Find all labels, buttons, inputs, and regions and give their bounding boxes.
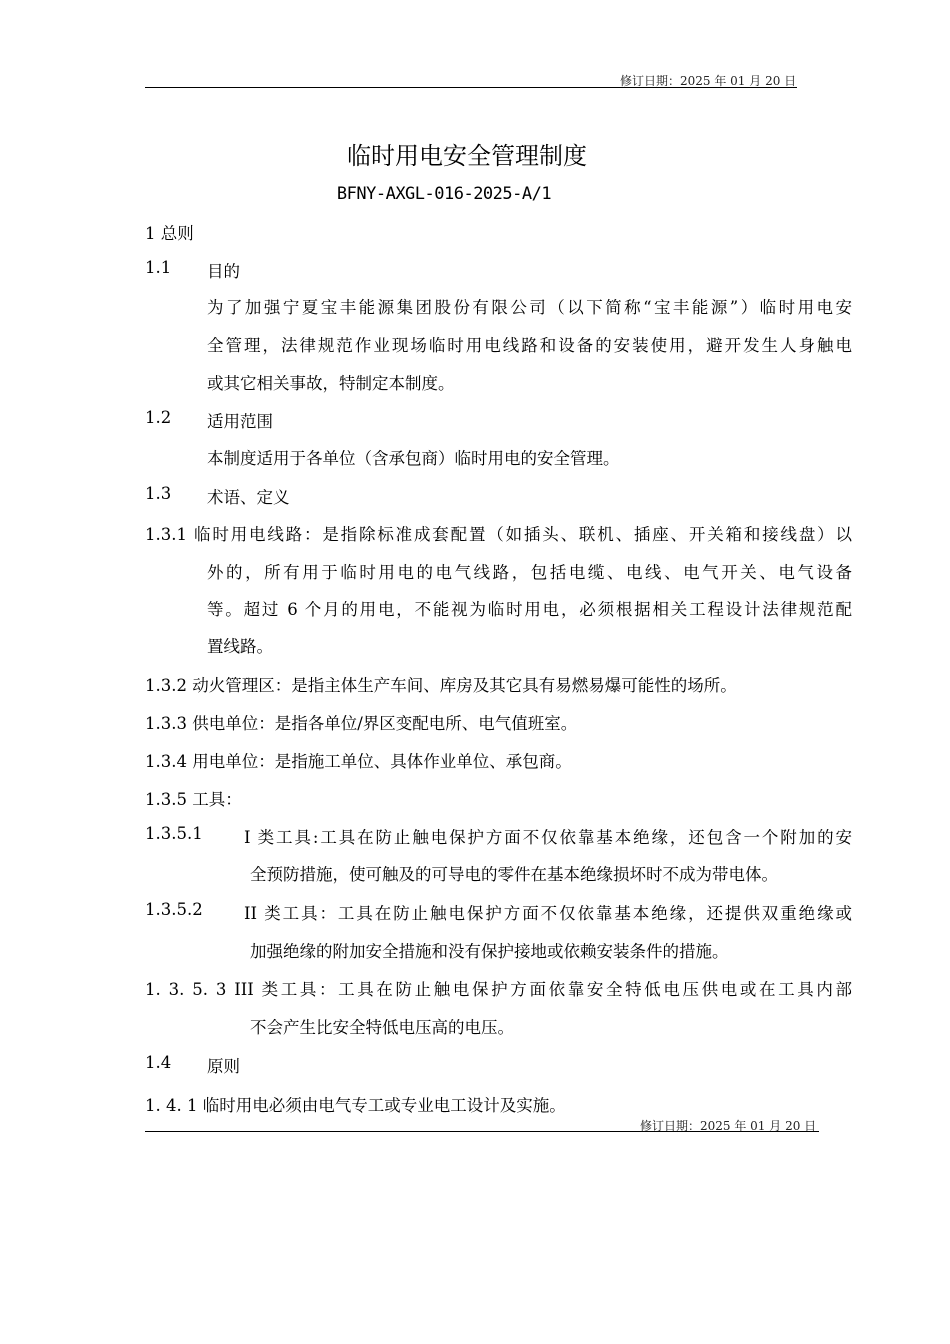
term-1-3-4: 1.3.4 用电单位：是指施工单位、具体作业单位、承包商。 bbox=[145, 752, 572, 771]
term-1-3-2: 1.3.2 动火管理区：是指主体生产车间、库房及其它具有易燃易爆可能性的场所。 bbox=[145, 676, 737, 695]
term-1-3-5-1-number: 1.3.5.1 bbox=[145, 824, 203, 843]
footer-revision-date: 修订日期：2025 年 01 月 20 日 bbox=[640, 1119, 817, 1133]
paragraph-1-1-line1: 为了加强宁夏宝丰能源集团股份有限公司（以下简称“宝丰能源”）临时用电安 bbox=[207, 298, 852, 317]
section-number-1-4: 1.4 bbox=[145, 1053, 172, 1072]
term-1-3-5: 1.3.5 工具： bbox=[145, 790, 242, 809]
term-1-3-5-1-line2: 全预防措施，使可触及的可导电的零件在基本绝缘损坏时不成为带电体。 bbox=[250, 865, 778, 884]
term-1-3-1-line4: 置线路。 bbox=[207, 637, 273, 656]
term-1-3-1-line3: 等。超过 6 个月的用电，不能视为临时用电，必须根据相关工程设计法律规范配 bbox=[207, 600, 852, 619]
term-1-3-5-2-number: 1.3.5.2 bbox=[145, 900, 203, 919]
paragraph-1-1-line3: 或其它相关事故，特制定本制度。 bbox=[207, 374, 455, 393]
section-title-1-4: 原则 bbox=[207, 1057, 240, 1076]
section-title-1-3: 术语、定义 bbox=[207, 488, 290, 507]
header-revision-date: 修订日期：2025 年 01 月 20 日 bbox=[620, 74, 797, 88]
principle-1-4-1: 1. 4. 1 临时用电必须由电气专工或专业电工设计及实施。 bbox=[145, 1096, 566, 1115]
header-rule bbox=[145, 87, 797, 88]
document-title: 临时用电安全管理制度 bbox=[347, 142, 587, 170]
term-1-3-5-2-line1: II 类工具：工具在防止触电保护方面不仅依靠基本绝缘，还提供双重绝缘或 bbox=[244, 904, 852, 923]
term-1-3-1-line2: 外的，所有用于临时用电的电气线路，包括电缆、电线、电气开关、电气设备 bbox=[207, 563, 852, 582]
term-1-3-5-3-line1: 1. 3. 5. 3 III 类工具：工具在防止触电保护方面依靠安全特低电压供电或在工具内部 bbox=[145, 980, 852, 999]
term-1-3-5-2-line2: 加强绝缘的附加安全措施和没有保护接地或依赖安装条件的措施。 bbox=[250, 942, 729, 961]
document-code: BFNY-AXGL-016-2025-A/1 bbox=[336, 184, 552, 204]
section-title-1-1: 目的 bbox=[207, 262, 240, 281]
paragraph-1-2: 本制度适用于各单位（含承包商）临时用电的安全管理。 bbox=[207, 449, 620, 468]
term-1-3-1-line1: 1.3.1 临时用电线路：是指除标准成套配置（如插头、联机、插座、开关箱和接线盘）以 bbox=[145, 525, 852, 544]
term-1-3-5-1-line1: I 类工具:工具在防止触电保护方面不仅依靠基本绝缘，还包含一个附加的安 bbox=[244, 828, 852, 847]
term-1-3-3: 1.3.3 供电单位：是指各单位/界区变配电所、电气值班室。 bbox=[145, 714, 578, 733]
section-number-1-1: 1.1 bbox=[145, 258, 172, 277]
term-1-3-5-3-line2: 不会产生比安全特低电压高的电压。 bbox=[250, 1018, 514, 1037]
section-heading-1: 1 总则 bbox=[145, 224, 194, 243]
section-title-1-2: 适用范围 bbox=[207, 412, 273, 431]
section-number-1-2: 1.2 bbox=[145, 408, 172, 427]
paragraph-1-1-line2: 全管理，法律规范作业现场临时用电线路和设备的安装使用，避开发生人身触电 bbox=[207, 336, 852, 355]
section-number-1-3: 1.3 bbox=[145, 484, 172, 503]
